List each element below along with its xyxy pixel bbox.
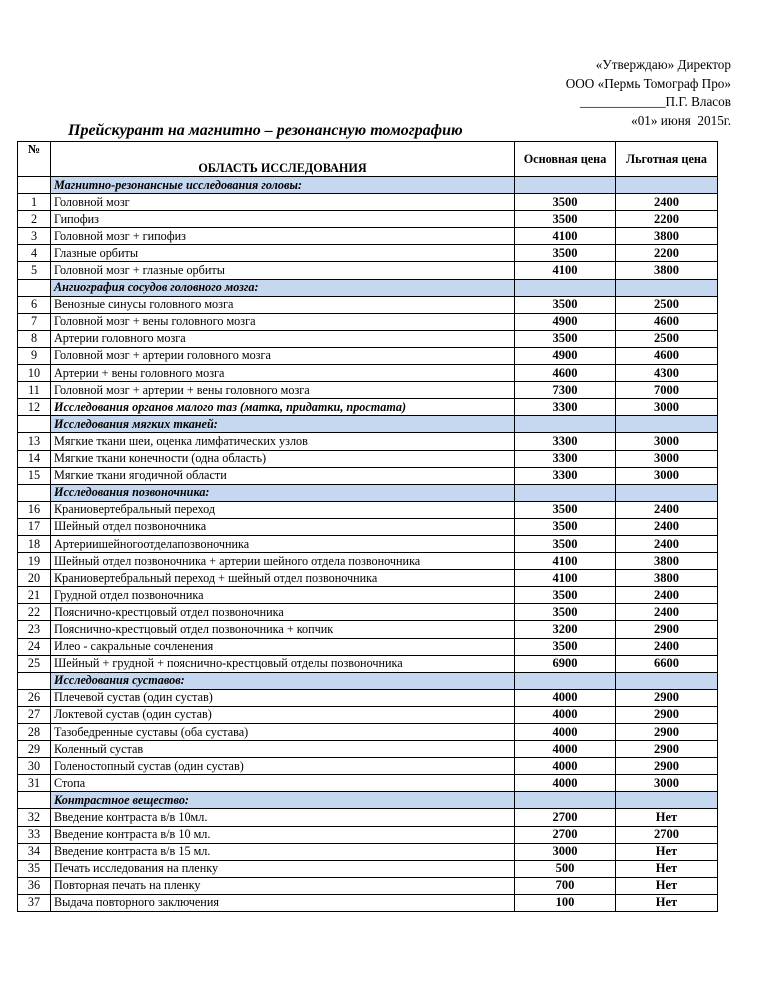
row-study-name: Грудной отдел позвоночника [51,587,515,604]
row-base-price: 100 [515,894,616,911]
section-discount-cell [616,279,718,296]
row-study-name: Шейный отдел позвоночника [51,518,515,535]
table-row [18,894,718,911]
row-number: 11 [18,382,51,399]
table-header-row [18,142,718,177]
row-number: 15 [18,467,51,484]
table-row [18,399,718,416]
row-number: 19 [18,553,51,570]
table-row [18,194,718,211]
row-discount-price: 6600 [616,655,718,672]
row-number: 30 [18,758,51,775]
header-base-price: Основная цена [515,142,616,177]
row-base-price: 3500 [515,638,616,655]
section-header-row [18,792,718,809]
page-title: Прейскурант на магнитно – резонансную томографию [68,122,463,139]
row-study-name: Введение контраста в/в 10мл. [51,809,515,826]
table-row [18,501,718,518]
row-study-name: Выдача повторного заключения [51,894,515,911]
table-row [18,262,718,279]
row-discount-price: 2700 [616,826,718,843]
table-row [18,621,718,638]
row-study-name: Введение контраста в/в 10 мл. [51,826,515,843]
row-study-name: Шейный + грудной + пояснично-крестцовый отделы позвоночника [51,655,515,672]
row-number: 29 [18,741,51,758]
row-discount-price: Нет [616,894,718,911]
section-number-cell [18,177,51,194]
row-number: 16 [18,501,51,518]
row-base-price: 3500 [515,518,616,535]
table-row [18,228,718,245]
section-title: Ангиография сосудов головного мозга: [51,279,515,296]
section-discount-cell [616,792,718,809]
row-discount-price: 2900 [616,689,718,706]
row-base-price: 700 [515,877,616,894]
row-discount-price: 2500 [616,330,718,347]
row-study-name: Глазные орбиты [51,245,515,262]
table-row [18,347,718,364]
row-number: 25 [18,655,51,672]
row-discount-price: 4600 [616,347,718,364]
table-row [18,433,718,450]
section-base-cell [515,279,616,296]
row-number: 35 [18,860,51,877]
row-study-name: Илео - сакральные сочленения [51,638,515,655]
row-number: 23 [18,621,51,638]
row-base-price: 4000 [515,724,616,741]
row-number: 20 [18,570,51,587]
row-discount-price: 2200 [616,245,718,262]
approval-line-company: ООО «Пермь Томограф Про» [565,75,731,91]
row-number: 34 [18,843,51,860]
table-row [18,724,718,741]
section-header-row [18,484,718,501]
row-number: 2 [18,211,51,228]
table-row [18,758,718,775]
section-header-row [18,416,718,433]
row-number: 9 [18,347,51,364]
row-number: 1 [18,194,51,211]
row-study-name: Артерии головного мозга [51,330,515,347]
approval-line-director: «Утверждаю» Директор [595,57,731,72]
row-study-name: Артерии + вены головного мозга [51,365,515,382]
row-discount-price: 4300 [616,365,718,382]
row-number: 33 [18,826,51,843]
row-discount-price: 2400 [616,518,718,535]
row-base-price: 4900 [515,347,616,364]
row-discount-price: 3800 [616,553,718,570]
table-row [18,877,718,894]
row-discount-price: 3000 [616,467,718,484]
table-row [18,689,718,706]
row-discount-price: 3800 [616,228,718,245]
table-row [18,518,718,535]
section-title: Контрастное вещество: [51,792,515,809]
row-base-price: 3500 [515,604,616,621]
row-discount-price: 2900 [616,724,718,741]
section-title: Исследования позвоночника: [51,484,515,501]
section-discount-cell [616,177,718,194]
row-number: 32 [18,809,51,826]
row-base-price: 3500 [515,194,616,211]
row-base-price: 3300 [515,433,616,450]
section-base-cell [515,416,616,433]
price-table [17,141,718,912]
row-number: 12 [18,399,51,416]
table-row [18,313,718,330]
row-study-name: Введение контраста в/в 15 мл. [51,843,515,860]
section-number-cell [18,416,51,433]
row-number: 36 [18,877,51,894]
row-discount-price: 3000 [616,399,718,416]
section-header-row [18,177,718,194]
row-base-price: 3300 [515,467,616,484]
row-number: 26 [18,689,51,706]
row-base-price: 3500 [515,535,616,552]
approval-line-date: «01» июня 2015г. [631,112,731,128]
row-number: 13 [18,433,51,450]
price-table-body [18,177,718,912]
row-number: 4 [18,245,51,262]
row-study-name: Головной мозг + артерии головного мозга [51,347,515,364]
row-discount-price: 3000 [616,433,718,450]
row-study-name: Гипофиз [51,211,515,228]
row-study-name: Шейный отдел позвоночника + артерии шейного отдела позвоночника [51,553,515,570]
row-discount-price: 2400 [616,535,718,552]
row-base-price: 4000 [515,775,616,792]
row-study-name: Головной мозг + гипофиз [51,228,515,245]
table-row [18,860,718,877]
row-number: 5 [18,262,51,279]
table-row [18,843,718,860]
row-study-name: Печать исследования на пленку [51,860,515,877]
header-area: ОБЛАСТЬ ИССЛЕДОВАНИЯ [51,142,515,177]
table-row [18,775,718,792]
row-study-name: Локтевой сустав (один сустав) [51,706,515,723]
row-study-name: Плечевой сустав (один сустав) [51,689,515,706]
row-base-price: 6900 [515,655,616,672]
table-row [18,450,718,467]
row-base-price: 500 [515,860,616,877]
table-row [18,741,718,758]
row-study-name: Артериишейногоотделапозвоночника [51,535,515,552]
table-row [18,826,718,843]
row-discount-price: 2400 [616,638,718,655]
row-base-price: 4600 [515,365,616,382]
row-study-name: Краниовертебральный переход [51,501,515,518]
row-discount-price: 4600 [616,313,718,330]
header-discount-price: Льготная цена [616,142,718,177]
table-row [18,535,718,552]
row-study-name: Мягкие ткани конечности (одна область) [51,450,515,467]
row-number: 17 [18,518,51,535]
row-number: 21 [18,587,51,604]
table-row [18,330,718,347]
row-number: 6 [18,296,51,313]
row-discount-price: 2900 [616,621,718,638]
row-base-price: 3300 [515,399,616,416]
row-discount-price: 2400 [616,194,718,211]
row-base-price: 4100 [515,228,616,245]
row-base-price: 4100 [515,553,616,570]
row-number: 14 [18,450,51,467]
row-study-name: Венозные синусы головного мозга [51,296,515,313]
row-number: 37 [18,894,51,911]
section-title: Магнитно-резонансные исследования головы: [51,177,515,194]
row-study-name: Мягкие ткани шеи, оценка лимфатических узлов [51,433,515,450]
row-base-price: 3000 [515,843,616,860]
row-number: 24 [18,638,51,655]
table-row [18,211,718,228]
row-discount-price: 2400 [616,501,718,518]
row-study-name: Тазобедренные суставы (оба сустава) [51,724,515,741]
row-study-name: Голеностопный сустав (один сустав) [51,758,515,775]
row-discount-price: Нет [616,809,718,826]
section-discount-cell [616,416,718,433]
row-discount-price: 2900 [616,741,718,758]
row-discount-price: 2400 [616,604,718,621]
row-base-price: 3500 [515,296,616,313]
row-study-name: Головной мозг [51,194,515,211]
row-discount-price: 3800 [616,570,718,587]
section-discount-cell [616,484,718,501]
row-study-name: Головной мозг + глазные орбиты [51,262,515,279]
row-study-name: Стопа [51,775,515,792]
table-row [18,587,718,604]
table-row [18,296,718,313]
row-base-price: 4100 [515,262,616,279]
table-row [18,382,718,399]
row-base-price: 4000 [515,758,616,775]
row-discount-price: 3000 [616,775,718,792]
header-number: № [18,142,51,177]
table-row [18,245,718,262]
row-study-name: Пояснично-крестцовый отдел позвоночника [51,604,515,621]
table-row [18,553,718,570]
section-base-cell [515,792,616,809]
row-base-price: 7300 [515,382,616,399]
section-title: Исследования мягких тканей: [51,416,515,433]
row-base-price: 4000 [515,706,616,723]
row-number: 31 [18,775,51,792]
table-row [18,809,718,826]
row-base-price: 3500 [515,501,616,518]
row-number: 3 [18,228,51,245]
section-base-cell [515,484,616,501]
section-title: Исследования суставов: [51,672,515,689]
row-study-name: Коленный сустав [51,741,515,758]
row-study-name: Исследования органов малого таз (матка, придатки, простата) [51,399,515,416]
row-base-price: 3500 [515,330,616,347]
row-discount-price: Нет [616,860,718,877]
section-header-row [18,672,718,689]
row-base-price: 4000 [515,741,616,758]
row-base-price: 3500 [515,587,616,604]
row-base-price: 3500 [515,211,616,228]
section-number-cell [18,792,51,809]
table-row [18,604,718,621]
section-number-cell [18,279,51,296]
row-study-name: Головной мозг + вены головного мозга [51,313,515,330]
row-base-price: 2700 [515,826,616,843]
row-study-name: Мягкие ткани ягодичной области [51,467,515,484]
row-study-name: Головной мозг + артерии + вены головного мозга [51,382,515,399]
row-discount-price: 2900 [616,758,718,775]
table-row [18,467,718,484]
row-discount-price: 2900 [616,706,718,723]
section-base-cell [515,177,616,194]
row-number: 22 [18,604,51,621]
row-base-price: 2700 [515,809,616,826]
section-header-row [18,279,718,296]
row-discount-price: Нет [616,843,718,860]
row-study-name: Повторная печать на пленку [51,877,515,894]
approval-line-signature: _____________П.Г. Власов [579,94,731,109]
row-number: 28 [18,724,51,741]
row-discount-price: Нет [616,877,718,894]
row-base-price: 4100 [515,570,616,587]
row-number: 10 [18,365,51,382]
row-discount-price: 2400 [616,587,718,604]
row-number: 18 [18,535,51,552]
table-row [18,638,718,655]
section-number-cell [18,484,51,501]
row-discount-price: 2500 [616,296,718,313]
row-base-price: 3200 [515,621,616,638]
row-discount-price: 2200 [616,211,718,228]
table-row [18,365,718,382]
section-discount-cell [616,672,718,689]
row-base-price: 4000 [515,689,616,706]
row-discount-price: 3800 [616,262,718,279]
row-base-price: 3500 [515,245,616,262]
row-study-name: Краниовертебральный переход + шейный отдел позвоночника [51,570,515,587]
approval-block [566,56,731,130]
row-base-price: 3300 [515,450,616,467]
section-base-cell [515,672,616,689]
table-row [18,570,718,587]
row-discount-price: 7000 [616,382,718,399]
row-study-name: Пояснично-крестцовый отдел позвоночника + копчик [51,621,515,638]
section-number-cell [18,672,51,689]
row-base-price: 4900 [515,313,616,330]
table-row [18,655,718,672]
table-row [18,706,718,723]
row-number: 27 [18,706,51,723]
row-number: 7 [18,313,51,330]
row-discount-price: 3000 [616,450,718,467]
row-number: 8 [18,330,51,347]
